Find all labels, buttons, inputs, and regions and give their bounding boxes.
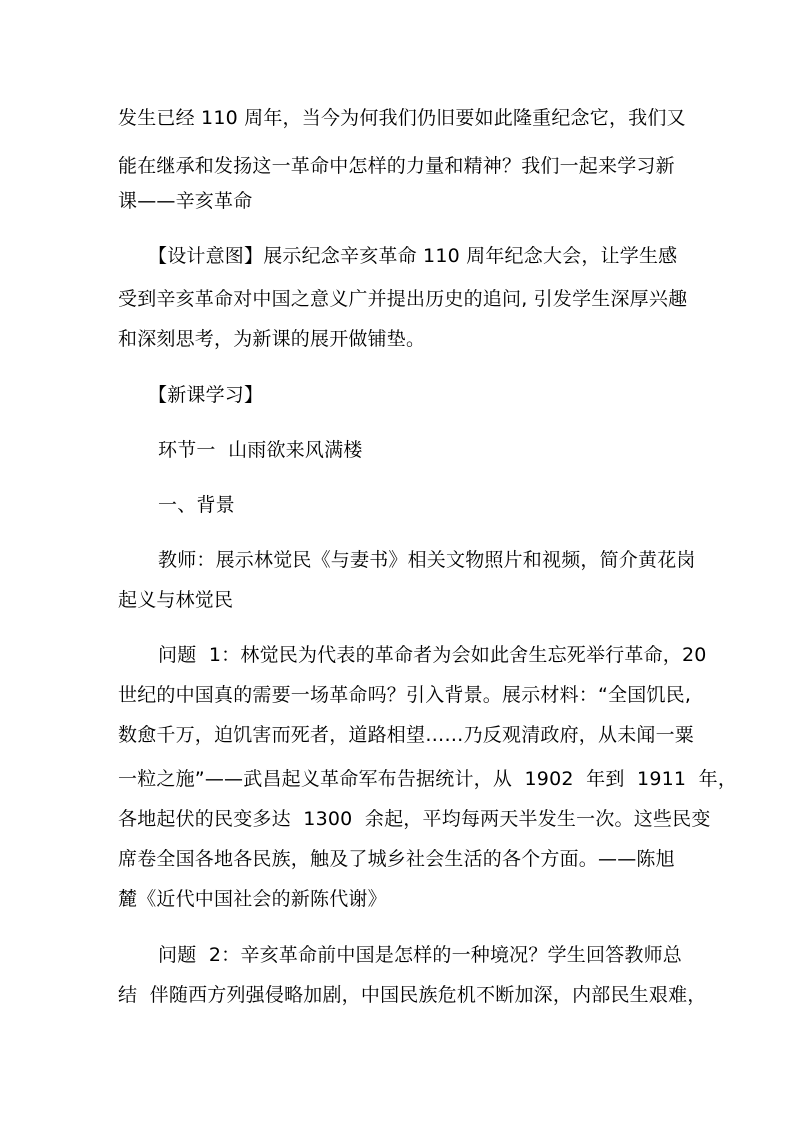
paragraph-question-1-line-5: 各地起伏的民变多达 1300 余起，平均每两天半发生一次。这些民变 [118,808,711,830]
paragraph-design-intent-line-1: 【设计意图】展示纪念辛亥革命 110 周年纪念大会，让学生感 [148,245,678,267]
paragraph-question-1-line-4: 一粒之施”——武昌起义革命军布告据统计，从 1902 年到 1911 年， [118,768,738,790]
paragraph-question-2-line-2: 结 伴随西方列强侵略加剧，中国民族危机不断加深，内部民生艰难， [118,984,707,1006]
paragraph-teacher-line-1: 教师：展示林觉民《与妻书》相关文物照片和视频，简介黄花岗 [158,549,696,571]
heading-new-lesson: 【新课学习】 [148,384,264,406]
paragraph-intro-line-1: 发生已经 110 周年，当今为何我们仍旧要如此隆重纪念它，我们又 [118,107,686,129]
heading-background: 一、背景 [158,494,235,516]
paragraph-question-2-line-1: 问题 2：辛亥革命前中国是怎样的一种境况？学生回答教师总 [158,944,682,966]
paragraph-intro-line-2: 能在继承和发扬这一革命中怎样的力量和精神？我们一起来学习新 [118,155,675,177]
paragraph-question-1-line-2: 世纪的中国真的需要一场革命吗？引入背景。展示材料：“全国饥民, [118,684,692,706]
paragraph-question-1-line-7: 麓《近代中国社会的新陈代谢》 [118,888,387,910]
paragraph-teacher-line-2: 起义与林觉民 [118,589,234,611]
heading-section-one: 环节一 山雨欲来风满楼 [158,439,363,461]
paragraph-design-intent-line-2: 受到辛亥革命对中国之意义广并提出历史的追问, 引发学生深厚兴趣 [118,288,688,310]
paragraph-question-1-line-1: 问题 1：林觉民为代表的革命者为会如此舍生忘死举行革命，20 [158,644,707,666]
paragraph-question-1-line-6: 席卷全国各地各民族，触及了城乡社会生活的各个方面。——陈旭 [118,848,675,870]
paragraph-intro-line-3: 课——辛亥革命 [118,190,253,212]
paragraph-design-intent-line-3: 和深刻思考，为新课的展开做铺垫。 [118,328,426,350]
paragraph-question-1-line-3: 数愈千万，迫饥害而死者，道路相望……乃反观清政府，从未闻一粟 [118,724,695,746]
